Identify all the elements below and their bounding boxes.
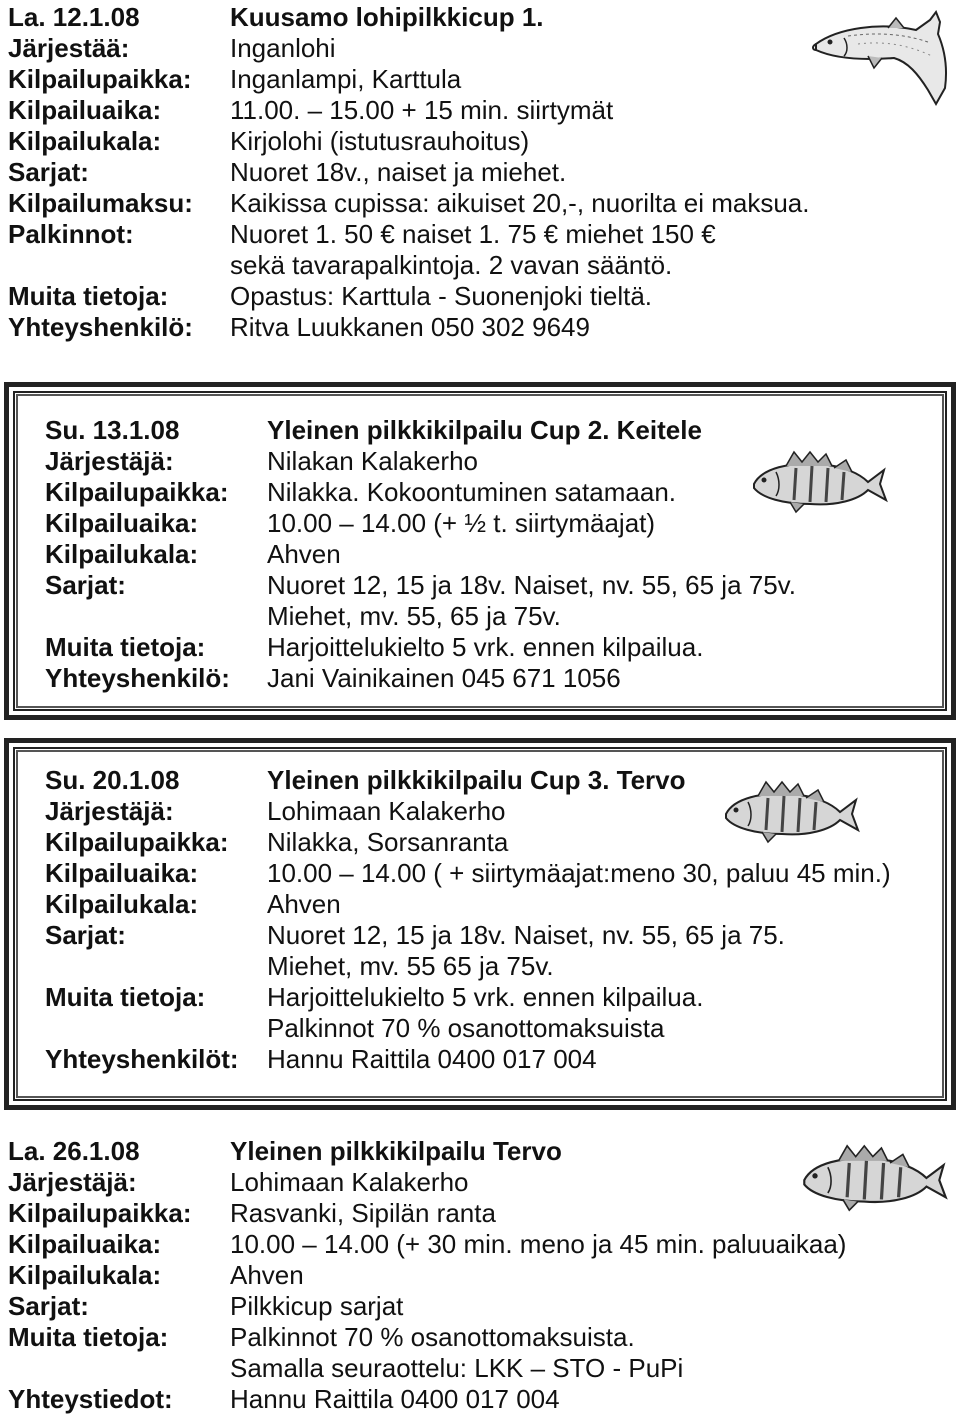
info-row-contact (8, 1384, 948, 1415)
row-label: Kilpailuaika: (8, 95, 162, 125)
row-value: Inganlohi (230, 33, 336, 63)
row-value: Nuoret 12, 15 ja 18v. Naiset, nv. 55, 65 ja 75v. (267, 570, 796, 600)
info-row-time (8, 95, 948, 126)
row-label: Kilpailumaksu: (8, 188, 193, 218)
row-value: sekä tavarapalkintoja. 2 vavan sääntö. (230, 250, 673, 280)
row-value: Kirjolohi (istutusrauhoitus) (230, 126, 530, 156)
row-label: Sarjat: (8, 1291, 89, 1321)
info-row-fish (8, 126, 948, 157)
info-row-series (8, 1291, 948, 1322)
row-value: Jani Vainikainen 045 671 1056 (267, 663, 621, 693)
row-label: Järjestäjä: (45, 446, 174, 476)
event-title: Kuusamo lohipilkkicup 1. (230, 2, 544, 32)
row-label: Kilpailukala: (8, 1260, 162, 1290)
row-value: 10.00 – 14.00 (+ ½ t. siirtymäajat) (267, 508, 656, 538)
info-row-time (45, 858, 951, 889)
row-value: Hannu Raittila 0400 017 004 (267, 1044, 597, 1074)
row-label: Järjestäjä: (45, 796, 174, 826)
row-value: Ahven (230, 1260, 304, 1290)
row-label: Yhteyshenkilö: (8, 312, 193, 342)
row-value: Miehet, mv. 55, 65 ja 75v. (267, 601, 561, 631)
info-row-prizes (8, 219, 948, 250)
row-label: Kilpailukala: (8, 126, 162, 156)
event-date: La. 12.1.08 (8, 2, 140, 32)
row-label: Kilpailuaika: (45, 858, 199, 888)
row-label: Sarjat: (8, 157, 89, 187)
info-row-other (45, 982, 951, 1013)
row-value: Nuoret 1. 50 € naiset 1. 75 € miehet 150 € (230, 219, 716, 249)
row-value: Palkinnot 70 % osanottomaksuista. (230, 1322, 635, 1352)
row-value: Nuoret 18v., naiset ja miehet. (230, 157, 567, 187)
row-value: Samalla seuraottelu: LKK – STO - PuPi (230, 1353, 684, 1383)
info-row-continuation (45, 601, 951, 632)
info-row-location (8, 64, 948, 95)
row-label: Kilpailuaika: (8, 1229, 162, 1259)
row-value: Kaikissa cupissa: aikuiset 20,-, nuorilta ei maksua. (230, 188, 810, 218)
row-value: Miehet, mv. 55 65 ja 75v. (267, 951, 554, 981)
row-label: Sarjat: (45, 920, 126, 950)
info-row-continuation (8, 250, 948, 281)
row-value: Pilkkicup sarjat (230, 1291, 404, 1321)
row-value: Nilakan Kalakerho (267, 446, 479, 476)
row-label: Muita tietoja: (8, 281, 169, 311)
row-value: Palkinnot 70 % osanottomaksuista (267, 1013, 665, 1043)
row-label: Yhteyshenkilö: (45, 663, 230, 693)
salmon-icon (808, 8, 953, 108)
row-value: Harjoittelukielto 5 vrk. ennen kilpailua. (267, 982, 704, 1012)
row-value: 10.00 – 14.00 ( + siirtymäajat:meno 30, paluu 45 min.) (267, 858, 891, 888)
event-date: La. 26.1.08 (8, 1136, 140, 1166)
info-row-fish (8, 1260, 948, 1291)
row-value: Inganlampi, Karttula (230, 64, 462, 94)
event-2 (4, 382, 956, 720)
row-label: Muita tietoja: (8, 1322, 169, 1352)
row-value: Harjoittelukielto 5 vrk. ennen kilpailua. (267, 632, 704, 662)
row-label: Järjestäjä: (8, 1167, 137, 1197)
info-row-time (8, 1229, 948, 1260)
info-row-other (45, 632, 951, 663)
row-label: Kilpailuaika: (45, 508, 199, 538)
event-date: Su. 20.1.08 (45, 765, 180, 795)
info-row-organizer (8, 33, 948, 64)
row-value: Nuoret 12, 15 ja 18v. Naiset, nv. 55, 65 ja 75. (267, 920, 785, 950)
info-row-continuation (45, 951, 951, 982)
info-row-continuation (45, 1013, 951, 1044)
event-title: Yleinen pilkkikilpailu Cup 3. Tervo (267, 765, 686, 795)
row-label: Kilpailupaikka: (45, 827, 229, 857)
event-title: Yleinen pilkkikilpailu Tervo (230, 1136, 562, 1166)
event-header (8, 2, 948, 33)
perch-icon (750, 448, 890, 516)
info-row-other (8, 281, 948, 312)
row-label: Kilpailukala: (45, 889, 199, 919)
info-row-contact (8, 312, 948, 343)
row-label: Kilpailukala: (45, 539, 199, 569)
row-value: Lohimaan Kalakerho (230, 1167, 469, 1197)
event-1 (8, 2, 948, 343)
row-value: Nilakka. Kokoontuminen satamaan. (267, 477, 677, 507)
info-row-fee (8, 188, 948, 219)
row-value: Ahven (267, 539, 341, 569)
info-row-contact (45, 663, 951, 694)
row-value: 11.00. – 15.00 + 15 min. siirtymät (230, 95, 614, 125)
row-label: Muita tietoja: (45, 632, 206, 662)
row-value: Ahven (267, 889, 341, 919)
row-label: Kilpailupaikka: (8, 64, 192, 94)
row-label: Muita tietoja: (45, 982, 206, 1012)
event-header (45, 415, 951, 446)
info-row-other (8, 1322, 948, 1353)
info-row-contact (45, 1044, 951, 1075)
row-value: 10.00 – 14.00 (+ 30 min. meno ja 45 min. paluuaikaa) (230, 1229, 847, 1259)
info-row-series (8, 157, 948, 188)
info-row-series (45, 570, 951, 601)
row-value: Opastus: Karttula - Suonenjoki tieltä. (230, 281, 653, 311)
row-value: Rasvanki, Sipilän ranta (230, 1198, 496, 1228)
event-date: Su. 13.1.08 (45, 415, 180, 445)
row-label: Yhteystiedot: (8, 1384, 173, 1414)
perch-icon (800, 1138, 950, 1218)
row-value: Lohimaan Kalakerho (267, 796, 506, 826)
row-value: Hannu Raittila 0400 017 004 (230, 1384, 560, 1414)
event-title: Yleinen pilkkikilpailu Cup 2. Keitele (267, 415, 702, 445)
row-label: Yhteyshenkilöt: (45, 1044, 239, 1074)
row-label: Kilpailupaikka: (8, 1198, 192, 1228)
row-label: Sarjat: (45, 570, 126, 600)
row-label: Palkinnot: (8, 219, 134, 249)
info-row-fish (45, 539, 951, 570)
info-row-fish (45, 889, 951, 920)
row-label: Järjestää: (8, 33, 130, 63)
info-row-continuation (8, 1353, 948, 1384)
row-value: Ritva Luukkanen 050 302 9649 (230, 312, 590, 342)
info-row-series (45, 920, 951, 951)
row-label: Kilpailupaikka: (45, 477, 229, 507)
row-value: Nilakka, Sorsanranta (267, 827, 509, 857)
perch-icon (722, 778, 862, 846)
